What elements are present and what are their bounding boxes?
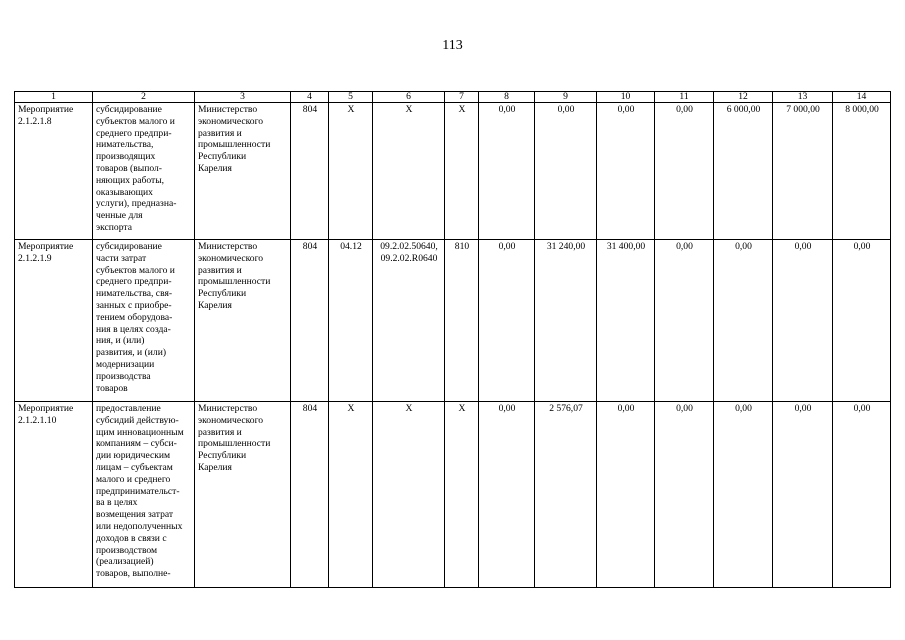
column-header: 5 (329, 92, 373, 103)
column-header: 8 (479, 92, 535, 103)
measure-description-cell: субсидирование части затрат субъектов малого и среднего предпри- нимательства, свя- занных с приобре- тением оборудова- ния в целях созда- ния, и (или) развития, и (или) модернизации производства товаров (93, 240, 195, 402)
target-article-cell: Х (373, 402, 445, 588)
amount-cell: 0,00 (833, 240, 891, 402)
measure-id-cell: Мероприятие 2.1.2.1.10 (15, 402, 93, 588)
amount-cell: 0,00 (714, 240, 773, 402)
amount-cell: 0,00 (773, 402, 833, 588)
code-cell: 804 (291, 240, 329, 402)
expense-type-cell: Х (445, 402, 479, 588)
expense-type-cell: 810 (445, 240, 479, 402)
measure-description-cell: субсидирование субъектов малого и среднего предпри- нимательства, производящих товаров (выпол- няющих работы, оказывающих услуги), предназна- ченные для экспорта (93, 103, 195, 240)
measure-id-cell: Мероприятие 2.1.2.1.9 (15, 240, 93, 402)
amount-cell: 0,00 (597, 402, 655, 588)
column-header: 7 (445, 92, 479, 103)
section-cell: Х (329, 402, 373, 588)
column-header: 11 (655, 92, 714, 103)
column-header: 10 (597, 92, 655, 103)
code-cell: 804 (291, 402, 329, 588)
column-header: 1 (15, 92, 93, 103)
expense-type-cell: Х (445, 103, 479, 240)
amount-cell: 2 576,07 (535, 402, 597, 588)
column-header: 4 (291, 92, 329, 103)
column-header: 6 (373, 92, 445, 103)
table-row (15, 240, 891, 402)
header-row (15, 92, 891, 103)
amount-cell: 0,00 (655, 103, 714, 240)
amount-cell: 0,00 (655, 240, 714, 402)
column-header: 3 (195, 92, 291, 103)
executor-cell: Министерство экономического развития и промышленности Республики Карелия (195, 240, 291, 402)
table-row (15, 402, 891, 588)
amount-cell: 0,00 (479, 103, 535, 240)
column-header: 14 (833, 92, 891, 103)
amount-cell: 0,00 (773, 240, 833, 402)
table-row (15, 103, 891, 240)
column-header: 2 (93, 92, 195, 103)
target-article-cell: Х (373, 103, 445, 240)
executor-cell: Министерство экономического развития и промышленности Республики Карелия (195, 103, 291, 240)
budget-table (14, 91, 891, 588)
section-cell: Х (329, 103, 373, 240)
amount-cell: 0,00 (597, 103, 655, 240)
target-article-cell: 09.2.02.50640, 09.2.02.R0640 (373, 240, 445, 402)
amount-cell: 0,00 (479, 240, 535, 402)
amount-cell: 7 000,00 (773, 103, 833, 240)
amount-cell: 0,00 (479, 402, 535, 588)
code-cell: 804 (291, 103, 329, 240)
amount-cell: 0,00 (655, 402, 714, 588)
amount-cell: 8 000,00 (833, 103, 891, 240)
executor-cell: Министерство экономического развития и промышленности Республики Карелия (195, 402, 291, 588)
column-header: 9 (535, 92, 597, 103)
amount-cell: 0,00 (714, 402, 773, 588)
column-header: 13 (773, 92, 833, 103)
amount-cell: 6 000,00 (714, 103, 773, 240)
measure-id-cell: Мероприятие 2.1.2.1.8 (15, 103, 93, 240)
amount-cell: 31 240,00 (535, 240, 597, 402)
amount-cell: 0,00 (535, 103, 597, 240)
amount-cell: 31 400,00 (597, 240, 655, 402)
page-number: 113 (442, 38, 463, 53)
section-cell: 04.12 (329, 240, 373, 402)
measure-description-cell: предоставление субсидий действую- щим инновационным компаниям – субси- дии юридическим лицам – субъектам малого и среднего предпринимательст- ва в целях возмещения затрат или недополученных доходов в связи с производством (реализацией) товаров, выполне- (93, 402, 195, 588)
amount-cell: 0,00 (833, 402, 891, 588)
column-header: 12 (714, 92, 773, 103)
